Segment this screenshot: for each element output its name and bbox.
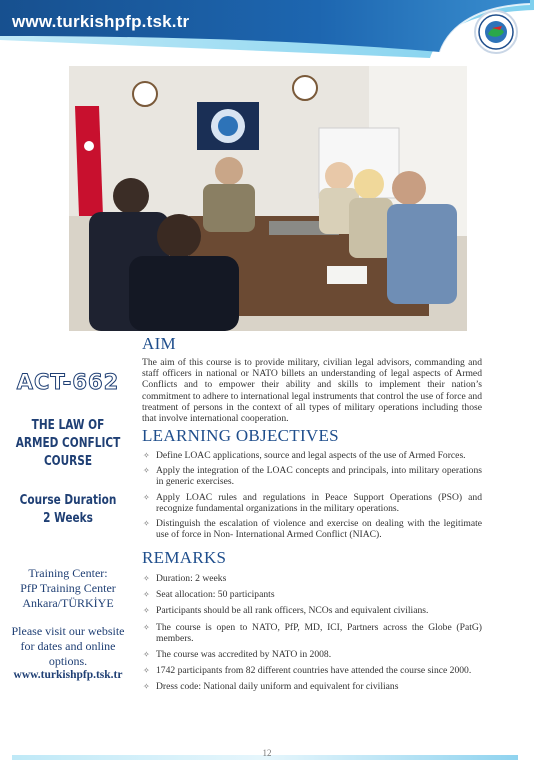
list-item: ✧ Apply LOAC rules and regulations in Peace Support Operations (PSO) and recognize fundamental organizations in the military operations. — [143, 491, 482, 514]
objectives-list — [142, 450, 482, 540]
learning-objectives-heading: LEARNING OBJECTIVES — [142, 426, 339, 445]
list-item: ✧ Duration: 2 weeks — [143, 573, 227, 584]
visit-text-line-2: for dates and online — [20, 639, 116, 653]
diamond-bullet-icon: ✧ — [143, 492, 150, 502]
diamond-bullet-icon: ✧ — [143, 451, 150, 460]
list-item: ✧ Dress code: National daily uniform and equivalent for civilians — [143, 681, 399, 693]
diamond-bullet-icon: ✧ — [143, 590, 150, 600]
training-center-label: Training Center: — [28, 566, 108, 580]
diamond-bullet-icon: ✧ — [143, 622, 150, 632]
list-item: ✧ 1742 participants from 82 different countries have attended the course since 2000. — [143, 665, 472, 677]
list-item: ✧ The course was accredited by NATO in 2008. — [143, 649, 332, 661]
list-item: ✧ Seat allocation: 50 participants — [143, 589, 275, 601]
diamond-bullet-icon: ✧ — [143, 466, 150, 476]
remarks-list — [142, 573, 482, 693]
header-wave-graphic — [0, 0, 534, 72]
training-center-location: Ankara/TÜRKİYE — [22, 596, 114, 610]
course-title-line-2: ARMED CONFLICT — [15, 435, 121, 451]
diamond-bullet-icon: ✧ — [143, 519, 150, 529]
list-item: ✧ Apply the integration of the LOAC concepts and principals, into military operations in generic exercises. — [143, 465, 482, 488]
pfp-center-logo-icon — [474, 10, 518, 54]
aim-heading: AIM — [142, 334, 176, 353]
classroom-photo — [69, 66, 467, 331]
diamond-bullet-icon: ✧ — [143, 666, 150, 676]
header-banner — [0, 0, 534, 72]
page-number: 12 — [262, 748, 272, 758]
visit-text-line-1: Please visit our website — [11, 624, 125, 638]
diamond-bullet-icon: ✧ — [143, 650, 150, 660]
course-duration-label: Course Duration — [19, 492, 117, 508]
list-item: ✧ Define LOAC applications, source and legal aspects of the use of Armed Forces. — [143, 450, 466, 461]
visit-text-line-3: options. — [48, 654, 88, 668]
diamond-bullet-icon: ✧ — [143, 606, 150, 616]
header-website-url[interactable]: www.turkishpfp.tsk.tr — [12, 12, 190, 31]
list-item: ✧ Participants should be all rank officers, NCOs and equivalent civilians. — [143, 605, 429, 617]
list-item: ✧ The course is open to NATO, PfP, MD, ICI, Partners across the Globe (PatG) members. — [143, 621, 482, 644]
course-code: ACT-662 — [16, 370, 120, 394]
website-link[interactable]: www.turkishpfp.tsk.tr — [13, 669, 123, 681]
course-duration-value: 2 Weeks — [43, 510, 93, 526]
list-item: ✧ Distinguish the escalation of violence and exercise on dealing with the legitimate use of force in Non- International Armed Conflict (NIAC). — [143, 518, 482, 541]
aim-paragraph: The aim of this course is to provide military, civilian legal advisors, commanding and staff officers in national or NATO billets an understanding of legal aspects of Armed Conflicts and to empower their ability and skills to implement their nation’s commitment to adhere to international legal instruments that control the use of force and treatment of persons in the context of all types of military operations including those that involve international cooperation. — [142, 357, 482, 425]
diamond-bullet-icon: ✧ — [143, 682, 150, 692]
training-center-name: PfP Training Center — [20, 581, 116, 595]
course-title-line-3: COURSE — [43, 453, 93, 469]
remarks-heading: REMARKS — [142, 548, 227, 567]
diamond-bullet-icon: ✧ — [143, 574, 150, 583]
course-title-line-1: THE LAW OF — [31, 417, 105, 433]
